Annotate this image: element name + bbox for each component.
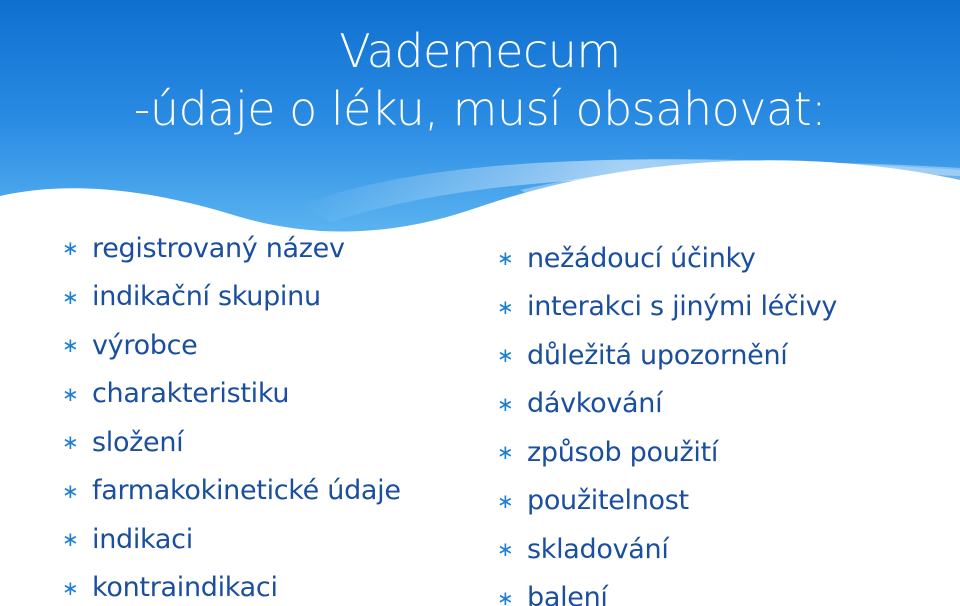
asterisk-bullet-icon: ∗ — [62, 575, 79, 600]
list-item-text: indikaci — [92, 523, 193, 555]
list-item — [62, 418, 482, 467]
asterisk-bullet-icon: ∗ — [497, 343, 514, 368]
asterisk-bullet-icon: ∗ — [497, 537, 514, 562]
list-item-text: indikační skupinu — [92, 281, 321, 313]
list-item-text: kontraindikaci — [92, 572, 278, 604]
list-item-text: dávkování — [527, 388, 663, 420]
list-item-text: způsob použití — [527, 436, 719, 468]
asterisk-bullet-icon: ∗ — [62, 381, 79, 406]
list-item — [62, 564, 482, 606]
asterisk-bullet-icon: ∗ — [497, 585, 514, 606]
list-item-text: použitelnost — [527, 485, 689, 517]
list-item — [62, 273, 482, 322]
slide-title — [0, 22, 960, 138]
list-item — [62, 224, 482, 273]
asterisk-bullet-icon: ∗ — [62, 430, 79, 455]
asterisk-bullet-icon: ∗ — [62, 333, 79, 358]
asterisk-bullet-icon: ∗ — [497, 294, 514, 319]
list-item — [497, 380, 937, 429]
asterisk-bullet-icon: ∗ — [62, 527, 79, 552]
list-item-text: důležitá upozornění — [527, 339, 788, 371]
asterisk-bullet-icon: ∗ — [62, 478, 79, 503]
title-line-2: -údaje o léku, musí obsahovat: — [133, 82, 827, 136]
list-item-text: balení — [527, 582, 608, 606]
list-item — [497, 477, 937, 526]
list-item-text: skladování — [527, 533, 669, 565]
list-item — [497, 283, 937, 332]
list-item — [62, 321, 482, 370]
list-item — [497, 525, 937, 574]
list-item — [497, 574, 937, 606]
list-item-text: interakci s jinými léčivy — [527, 291, 838, 323]
asterisk-bullet-icon: ∗ — [497, 246, 514, 271]
list-item — [497, 428, 937, 477]
asterisk-bullet-icon: ∗ — [497, 440, 514, 465]
title-line-1: Vademecum — [339, 24, 621, 78]
list-item-text: registrovaný název — [92, 232, 345, 264]
asterisk-bullet-icon: ∗ — [497, 488, 514, 513]
asterisk-bullet-icon: ∗ — [62, 236, 79, 261]
left-bullet-list — [62, 224, 482, 606]
list-item-text: složení — [92, 426, 184, 458]
list-item — [62, 515, 482, 564]
asterisk-bullet-icon: ∗ — [62, 284, 79, 309]
list-item — [62, 370, 482, 419]
list-item — [497, 331, 937, 380]
right-bullet-list — [497, 234, 937, 606]
list-item — [62, 467, 482, 516]
list-item-text: nežádoucí účinky — [527, 242, 756, 274]
list-item-text: charakteristiku — [92, 378, 290, 410]
list-item-text: výrobce — [92, 329, 198, 361]
list-item-text: farmakokinetické údaje — [92, 475, 401, 507]
asterisk-bullet-icon: ∗ — [497, 391, 514, 416]
list-item — [497, 234, 937, 283]
